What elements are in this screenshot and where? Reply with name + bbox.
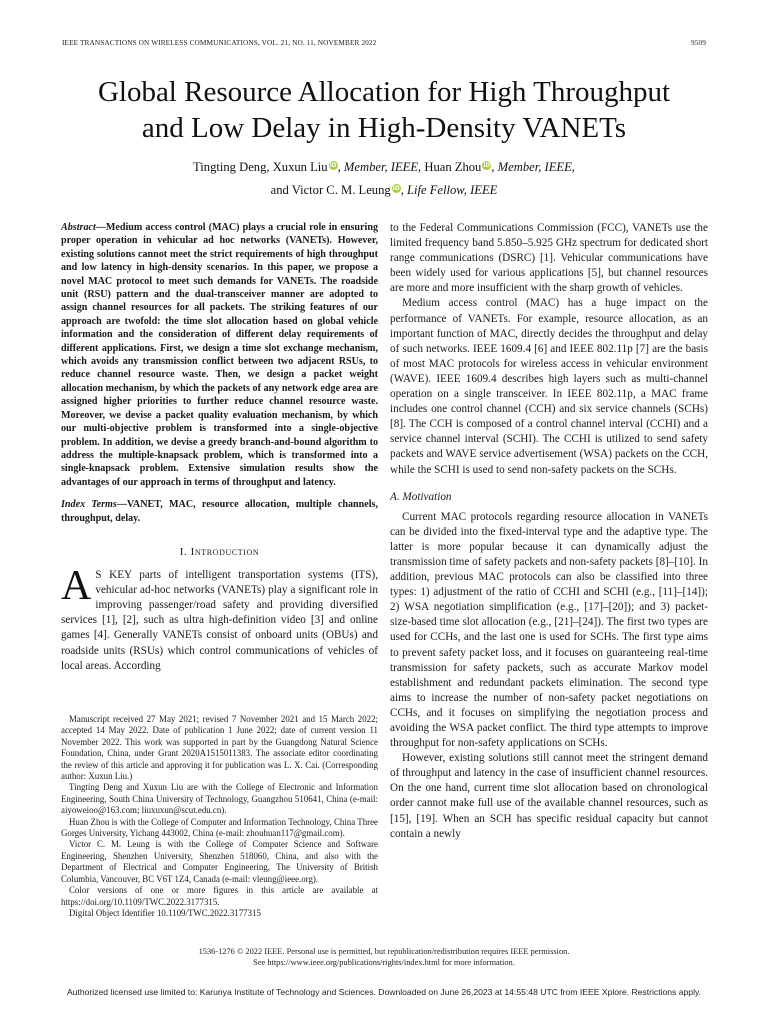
- orcid-icon[interactable]: iD: [329, 162, 337, 169]
- subsection-heading-motivation: A. Motivation: [390, 490, 452, 503]
- author-3: and Victor C. M. Leung: [270, 183, 391, 197]
- author-list: [40, 156, 728, 202]
- body-paragraph: to the Federal Communications Commission (FCC), VANETs use the limited frequency band 5.850–5.925 GHz spectrum for dedicated short range communications (DSRC) [1]. Vehicular communications have been widely used for various applications [5], but channel resources are more and more insufficient with the sharp growth of vehicles.: [390, 222, 708, 295]
- author-line-1: Tingting Deng, Xuxun Liu iD, Member, IEEE, Huan Zhou iD, Member, IEEE,: [193, 160, 575, 174]
- license-footer: Authorized licensed use limited to: Karunya Institute of Technology and Sciences. Downloaded on June 26,2023 at 14:55:48 UTC from IEEE Xplore. Restrictions apply.: [66, 987, 702, 997]
- page-number: 9509: [691, 38, 706, 47]
- footnote-affiliation-1: Tingting Deng and Xuxun Liu are with the College of Electronic and Information Engineering, South China University of Technology, Guangzhou 510641, China (e-mail: aiyoweioo@163.com; liuxuxun@scut.edu.cn).: [61, 782, 378, 816]
- body-paragraph: Current MAC protocols regarding resource allocation in VANETs can be divided into the fixed-interval type and the adaptive type. The latter is more popular because it can dynamically adjust the transmission time of safety packets and non-safety packets [8]–[10]. In addition, previous MAC protocols can also be classified into three types: 1) adjustment of the ratio of CCHI and SCHI (e.g., [11]–[14]); 2) WSA negotiation simplification (e.g., [17]–[20]); and 3) packet-size-based time slot allocation (e.g., [21]–[24]). The first two types are used for CCHs, and the last one is used for SCHs. The first type aims to prevent safety packet loss, and it focuses on guaranteeing real-time transmission for safety packets, such as accurate Markov model establishment and redundant packets elimination. The second type aims to increase the number of non-safety packet negotiations on CCHs, and it focuses on simplifying the negotiation process and avoiding the WSA packet conflict. The third type attempts to improve throughput for non-safety applications on SCHs.: [390, 510, 708, 750]
- copyright-line: 1536-1276 © 2022 IEEE. Personal use is permitted, but republication/redistribution requires IEEE permission.: [198, 947, 570, 956]
- index-terms-lead: Index Terms—: [61, 499, 127, 511]
- right-column: [390, 221, 708, 842]
- author-1: Tingting Deng, Xuxun Liu: [193, 160, 328, 174]
- orcid-icon[interactable]: iD: [483, 162, 491, 169]
- intro-paragraph: A S KEY parts of intelligent transportation systems (ITS), vehicular ad-hoc networks (VANETs) play a significant role in improving passenger/road safety and providing diversified services [1], [2], such as ultra high-definition video [3] and online games [4]. Generally VANETs consist of onboard units (OBUs) and roadside units (RSUs) which control communications of vehicles of local areas. According: [61, 563, 378, 672]
- author-1-role: , Member, IEEE: [337, 160, 419, 174]
- author-2: , Huan Zhou: [418, 160, 482, 174]
- body-paragraph: However, existing solutions still cannot meet the stringent demand of throughput and latency in the case of insufficient channel resources. On the one hand, current time slot allocation based on chronological order cannot make full use of the available channel resources, such as [15], [19]. When an SCH has specific residual capacity but cannot contain a newly: [390, 752, 708, 840]
- footnote-affiliation-2: Huan Zhou is with the College of Computer and Information Technology, China Three Gorges University, Yichang 443002, China (e-mail: zhouhuan117@gmail.com).: [61, 816, 378, 839]
- footnote-doi: Digital Object Identifier 10.1109/TWC.2022.3177315: [69, 907, 261, 918]
- abstract-text: Medium access control (MAC) plays a crucial role in ensuring proper operation in vehicular ad hoc networks (VANETs). However, existing solutions cannot meet the strict requirements of high throughput and low latency in high-density scenarios. In this paper, we propose a novel MAC protocol to meet such demands for VANETs. The roadside unit (RSU) pattern and the dual-transceiver manner are adopted to assign channel resources for all packets. The striking features of our approach are twofold: the time slot allocation based on global vehicle information and the consideration of different delay requirements of different applications. First, we design a time slot exchange mechanism, which avoids any transmission conflict between two adjacent RSUs, to reduce channel resource waste. Then, we design a packet weight allocation mechanism, by which the packets of any network edge area are assigned higher priorities to further reduce channel resource waste. Moreover, we devise a packet quality evaluation mechanism, by which our multi-objective problem is transformed into a single-objective problem. In addition, we devise a greedy branch-and-bound algorithm to address the multiple-knapsack problem, which is transformed into a single-knapsack problem. Extensive simulation results show the advantages of our approach in terms of throughput and latency.: [61, 222, 378, 488]
- section-heading-introduction: I. Introduction: [179, 545, 260, 558]
- footnote-affiliation-3: Victor C. M. Leung is with the College of Computer Science and Software Engineering, Shenzhen University, Shenzhen 518060, China, and also with the Department of Electrical and Computer Engineering, The University of British Columbia, Vancouver, BC V6T 1Z4, Canada (e-mail: vleung@ieee.org).: [61, 839, 378, 884]
- title-line-1: Global Resource Allocation for High Throughput: [97, 76, 671, 108]
- drop-cap: A: [61, 563, 92, 610]
- orcid-icon[interactable]: iD: [392, 185, 400, 192]
- left-column: [61, 221, 378, 674]
- abstract-lead: Abstract—: [61, 222, 106, 233]
- journal-name: IEEE TRANSACTIONS ON WIRELESS COMMUNICATIONS, VOL. 21, NO. 11, NOVEMBER 2022: [62, 38, 377, 47]
- index-terms-text: VANET, MAC, resource allocation, multiple channels, throughput, delay.: [61, 499, 378, 524]
- title-line-2: and Low Delay in High-Density VANETs: [141, 112, 627, 144]
- footnotes: [61, 714, 378, 919]
- footnote-manuscript: Manuscript received 27 May 2021; revised 7 November 2021 and 15 March 2022; accepted 14 May 2022. Date of publication 1 June 2022; date of current version 11 November 2022. This work was supported in part by the Guangdong Natural Science Foundation, China, under Grant 2020A1515011383. The associate editor coordinating the review of this article and approving it for publication was L. X. Cai. (Corresponding author: Xuxun Liu.): [61, 714, 378, 782]
- abstract: [61, 221, 378, 489]
- copyright-notice: [40, 946, 728, 968]
- footnote-color-versions: Color versions of one or more figures in this article are available at https://doi.org/10.1109/TWC.2022.3177315.: [61, 885, 378, 907]
- body-paragraph: Medium access control (MAC) has a huge impact on the performance of VANETs. For example, resource allocation, as an important function of MAC, directly decides the throughput and delay of such networks. IEEE 1609.4 [6] and IEEE 802.11p [7] are the basis of most MAC protocols for wireless access in vehicular environment (WAVE). IEEE 1609.4 describes high layers such as multi-channel operation on a single transceiver. In IEEE 802.11p, a MAC frame includes one control channel (CCH) and six service channels (SCHs) [8]. The CCH is composed of a control channel interval (CCHI) and a service channel interval (SCHI). The CCHI is utilized to send safety packets and WAVE service advertisement (WSA) packets on the CCH, while the SCHI is used to send non-safety packets on the SCHs.: [390, 297, 708, 476]
- author-3-role: , Life Fellow, IEEE: [400, 183, 498, 197]
- author-line-2: [40, 179, 728, 202]
- author-2-role: , Member, IEEE: [491, 160, 572, 174]
- index-terms: [61, 498, 378, 525]
- running-header: [62, 38, 706, 47]
- paper-title: [40, 74, 728, 146]
- rights-line: See https://www.ieee.org/publications/rights/index.html for more information.: [253, 958, 515, 967]
